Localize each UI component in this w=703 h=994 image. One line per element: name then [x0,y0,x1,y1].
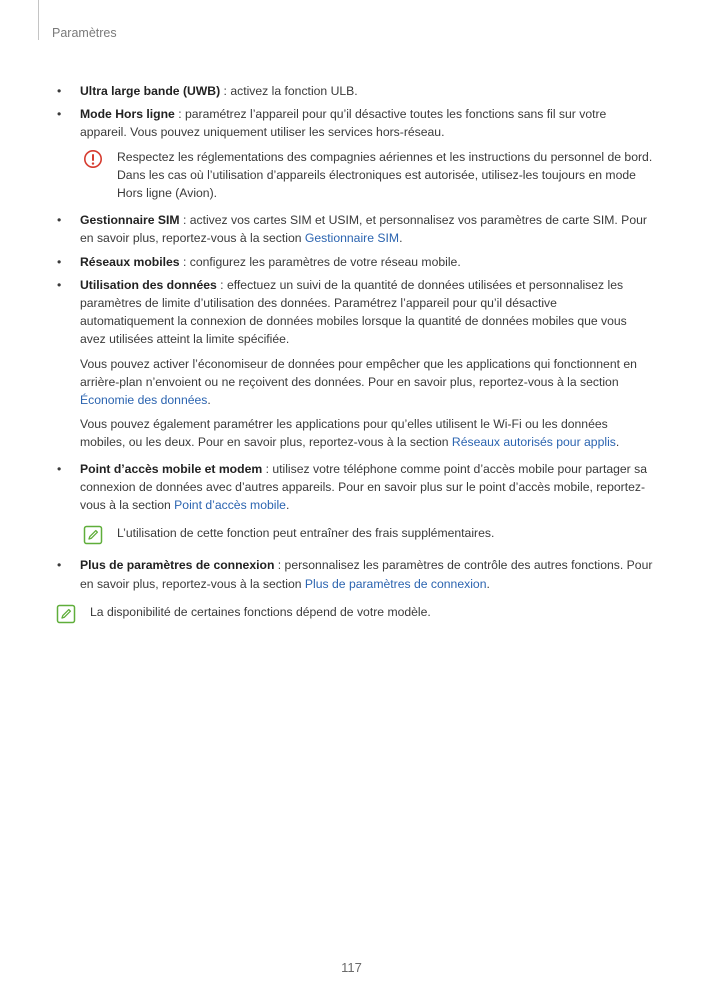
bullet-dot: • [57,107,62,122]
note-pencil-icon [56,604,76,624]
warning-note [53,148,653,203]
list-item-uwb [53,82,653,100]
note-pencil-icon [83,525,103,545]
desc-uwb: : activez la fonction ULB. [220,84,358,98]
allowed-networks-paragraph [53,415,653,451]
bullet-dot: • [57,254,62,269]
link-more-connection-settings[interactable]: Plus de paramètres de connexion [304,576,487,591]
punct: . [399,231,403,246]
term-mobile-networks: Réseaux mobiles [80,254,180,269]
punct: . [486,576,490,591]
page-content [53,82,653,621]
desc-more-connection-settings: : personnalisez les paramètres de contrôle des autres fonctions. Pour en savoir plus, reportez-vous à la section [80,558,653,591]
availability-note [53,603,653,621]
hotspot-note-text: L’utilisation de cette fonction peut entraîner des frais supplémentaires. [117,526,495,541]
bullet-dot: • [57,213,62,228]
list-item-data-usage [53,276,653,349]
list-item-more-connection-settings [53,556,653,592]
bullet-dot: • [57,558,62,573]
data-saver-paragraph [53,355,653,410]
desc-sim-manager: : activez vos cartes SIM et USIM, et personnalisez vos paramètres de carte SIM. Pour en savoir plus, reportez-vous à la section [80,213,647,246]
allowed-networks-text: Vous pouvez également paramétrer les applications pour qu’elles utilisent le Wi-Fi ou les données mobiles, ou les deux. Pour en savoir plus, reportez-vous à la section [80,417,608,450]
punct: . [615,435,620,450]
list-item-hotspot [53,460,653,515]
warning-text: Respectez les réglementations des compagnies aériennes et les instructions du personnel de bord. Dans les cas où l’utilisation d’appareils électroniques est autorisée, utilisez-les toujours en mode Hors ligne (Avion). [117,149,653,201]
punct: . [285,498,290,513]
term-hotspot: Point d’accès mobile et modem [80,461,263,476]
list-item-airplane-mode [53,105,653,141]
bullet-dot: • [57,277,62,292]
desc-mobile-networks: : configurez les paramètres de votre réseau mobile. [179,254,461,269]
term-more-connection-settings: Plus de paramètres de connexion [80,558,275,573]
warning-icon [83,149,103,169]
list-item-mobile-networks [53,253,653,271]
bullet-dot: • [57,461,62,476]
term-uwb: Ultra large bande (UWB) [80,84,221,98]
list-item-sim-manager [53,211,653,247]
link-data-saver[interactable]: Économie des données [80,393,208,408]
availability-note-text: La disponibilité de certaines fonctions dépend de votre modèle. [90,604,431,619]
term-data-usage: Utilisation des données [80,277,217,292]
desc-data-usage: : effectuez un suivi de la quantité de données utilisées et personnalisez les paramètres de limite d’utilisation des données. Paramétrez l’appareil pour qu’il désactive automatiquement la connexion de données mobiles lorsque la quantité de données mobiles que vous avez utilisées atteint la limite spécifiée. [80,277,627,347]
desc-hotspot: : utilisez votre téléphone comme point d’accès mobile pour partager sa connexion de données avec d’autres appareils. Pour en savoir plus sur le point d’accès mobile, reportez-vous à la section [80,461,647,513]
section-title: Paramètres [52,26,117,40]
desc-airplane-mode: : paramétrez l’appareil pour qu’il désactive toutes les fonctions sans fil sur votre appareil. Vous pouvez uniquement utiliser les services hors-réseau. [80,107,607,140]
link-allowed-networks[interactable]: Réseaux autorisés pour applis [451,435,616,450]
data-saver-text: Vous pouvez activer l’économiseur de données pour empêcher que les applications qui fonctionnent en arrière-plan n’envoient ou ne reçoivent des données. Pour en savoir plus, reportez-vous à la section [80,356,637,389]
hotspot-note [53,524,653,542]
header-rule [38,0,39,40]
punct: . [207,393,211,408]
bullet-dot: • [57,84,62,98]
term-sim-manager: Gestionnaire SIM [80,213,180,228]
link-sim-manager[interactable]: Gestionnaire SIM [304,231,400,246]
page-number: 117 [341,960,362,975]
term-airplane-mode: Mode Hors ligne [80,107,175,122]
link-hotspot[interactable]: Point d’accès mobile [174,498,286,513]
